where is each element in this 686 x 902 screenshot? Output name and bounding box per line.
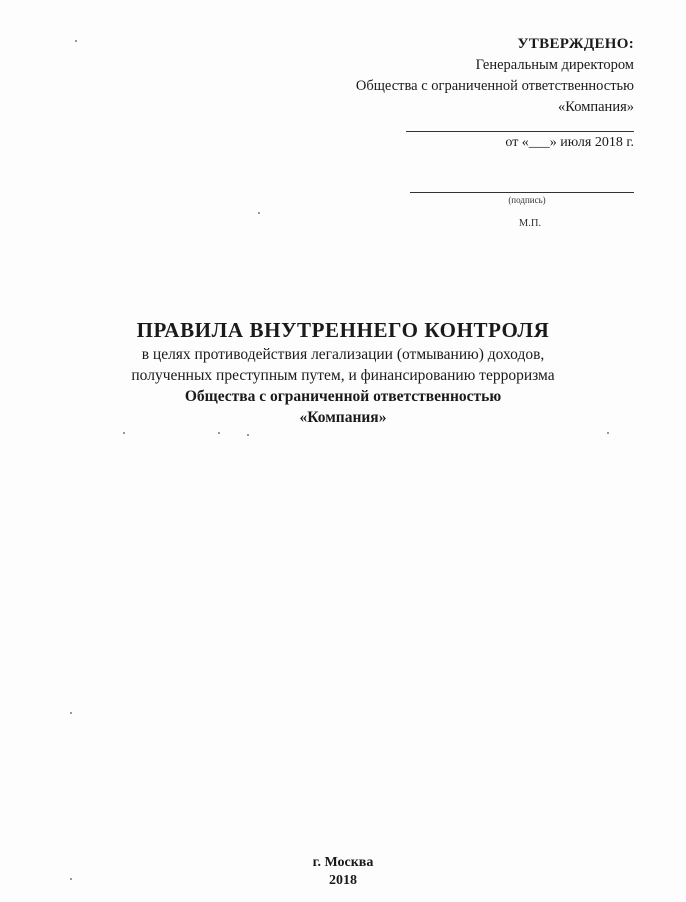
approval-block (240, 34, 634, 118)
scan-speck (218, 432, 220, 434)
approver-organization: Общества с ограниченной ответственностью (355, 78, 634, 94)
scan-speck (75, 40, 77, 42)
scan-speck (70, 878, 72, 880)
scan-speck (247, 434, 249, 436)
approval-date: от «___» июля 2018 г. (505, 135, 634, 150)
scan-speck (70, 712, 72, 714)
stamp-place-mark: М.П. (518, 218, 542, 229)
organization-name-line-2: «Компания» (299, 409, 387, 426)
date-line (406, 131, 634, 132)
approver-position: Генеральным директором (475, 57, 634, 73)
organization-name-line-1: Общества с ограниченной ответственностью (184, 388, 502, 405)
footer-city: г. Москва (312, 855, 374, 870)
footer-year: 2018 (329, 873, 357, 888)
scan-speck (258, 212, 260, 214)
scan-speck (123, 432, 125, 434)
approval-heading: УТВЕРЖДЕНО: (517, 36, 634, 52)
approver-company: «Компания» (558, 99, 634, 115)
document-title: ПРАВИЛА ВНУТРЕННЕГО КОНТРОЛЯ (136, 318, 550, 342)
footer (193, 854, 493, 890)
title-block (40, 316, 646, 428)
document-subtitle-line-1: в целях противодействия легализации (отмыванию) доходов, (141, 346, 545, 363)
signature-caption: (подпись) (508, 195, 546, 205)
scan-speck (607, 432, 609, 434)
document-subtitle-line-2: полученных преступным путем, и финансированию терроризма (131, 367, 555, 384)
signature-line (410, 192, 634, 193)
